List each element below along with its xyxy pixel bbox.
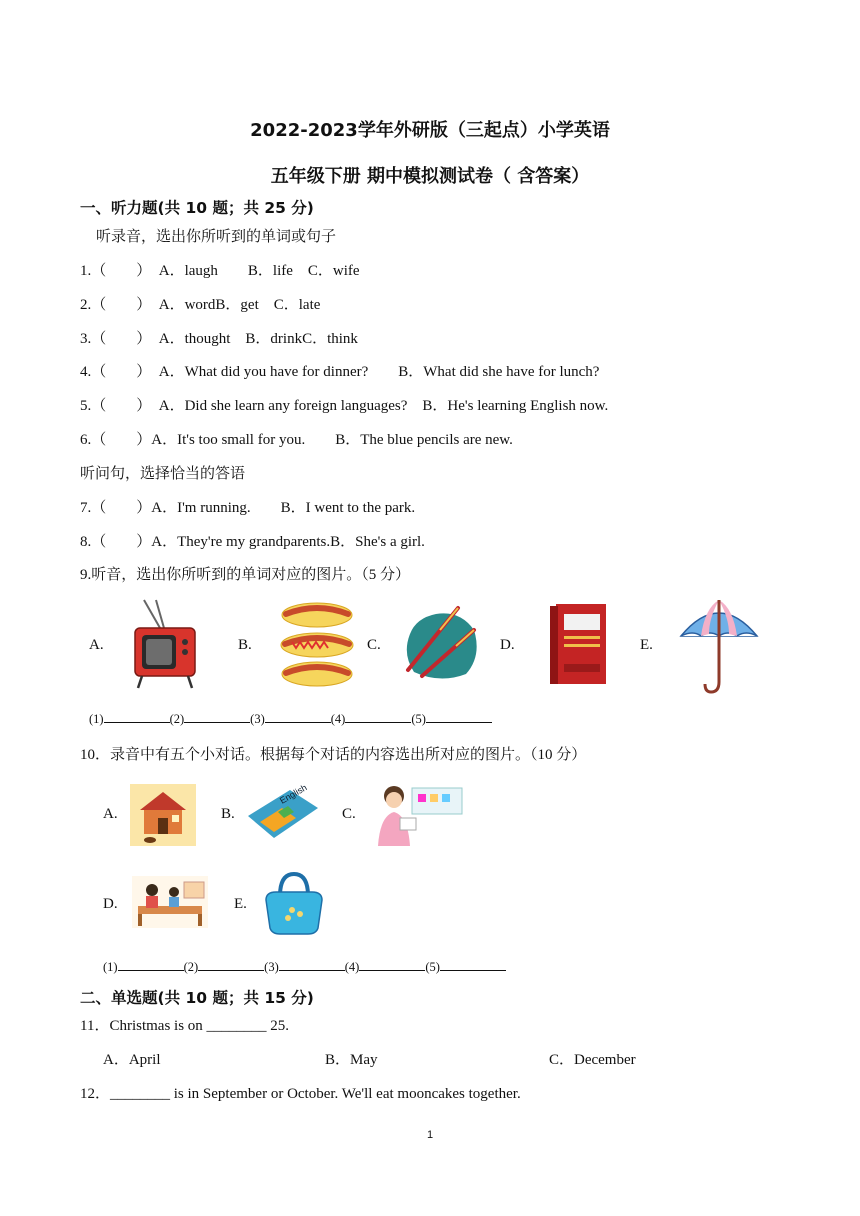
title-line-2: 五年级下册 期中模拟测试卷（ 含答案） (270, 166, 590, 187)
question-6: 6.（ ）A．It's too small for you. B．The blue pencils are new. (80, 432, 513, 448)
q10-blank-label-1: (1) (103, 960, 118, 974)
q10-blank-4[interactable] (359, 958, 425, 971)
page-number: 1 (426, 1129, 434, 1141)
instruction-listen: 听录音，选出你所听到的单词或句子 (96, 229, 337, 245)
q11-option-a: A．April (103, 1052, 161, 1068)
q9-label-e: E. (640, 637, 653, 653)
q9-blank-label-5: (5) (411, 712, 426, 726)
q9-blank-label-4: (4) (330, 712, 346, 726)
instruction-respond: 听问句，选择恰当的答语 (80, 466, 246, 482)
question-5: 5.（ ） A．Did she learn any foreign languages? B．He's learning English now. (80, 398, 609, 414)
q10-label-a: A. (103, 806, 118, 822)
question-11: 11．Christmas is on ________ 25. (80, 1018, 290, 1034)
q9-label-c: C. (367, 637, 381, 653)
umbrella-picture (679, 598, 759, 696)
q9-blank-1[interactable] (104, 710, 170, 723)
q9-label-a: A. (89, 637, 104, 653)
q10-label-e: E. (234, 896, 247, 912)
title-line-1: 2022-2023学年外研版（三起点）小学英语 (250, 120, 610, 141)
q10-label-d: D. (103, 896, 118, 912)
q9-blank-5[interactable] (426, 710, 492, 723)
q10-blank-label-5: (5) (425, 960, 440, 974)
q9-label-d: D. (500, 637, 515, 653)
handbag-picture (262, 870, 326, 936)
television-picture (132, 598, 198, 690)
chopsticks-picture (400, 604, 482, 682)
english-book-picture (244, 782, 322, 844)
q9-blank-label-3: (3) (250, 712, 265, 726)
question-4: 4.（ ） A．What did you have for dinner? B．What did she have for lunch? (80, 364, 600, 380)
question-2: 2.（ ） A．wordB．get C．late (80, 297, 321, 313)
question-1: 1.（ ） A．laugh B．life C．wife (80, 263, 360, 279)
q10-blank-2[interactable] (198, 958, 264, 971)
question-7: 7.（ ）A．I'm running. B．I went to the park. (80, 500, 416, 516)
q10-answer-blanks (103, 958, 506, 975)
q11-option-b: B．May (325, 1052, 378, 1068)
q11-option-c: C．December (549, 1052, 636, 1068)
section1-heading: 一、听力题(共 10 题；共 25 分) (80, 199, 314, 217)
q10-blank-label-2: (2) (183, 960, 199, 974)
hot-dogs-picture (278, 600, 356, 690)
q10-blank-label-4: (4) (344, 960, 360, 974)
q9-blank-2[interactable] (184, 710, 250, 723)
q10-blank-3[interactable] (279, 958, 345, 971)
q9-blank-label-1: (1) (89, 712, 104, 726)
q9-label-b: B. (238, 637, 252, 653)
q10-blank-label-3: (3) (264, 960, 279, 974)
question-9: 9.听音，选出你所听到的单词对应的图片。（5 分） (80, 567, 411, 583)
question-10: 10．录音中有五个小对话。根据每个对话的内容选出所对应的图片。（10 分） (80, 747, 587, 763)
q9-answer-blanks (89, 710, 492, 727)
question-12: 12．________ is in September or October. We'll eat mooncakes together. (80, 1086, 521, 1102)
question-8: 8.（ ）A．They're my grandparents.B．She's a girl. (80, 534, 425, 550)
question-3: 3.（ ） A．thought B．drinkC．think (80, 331, 358, 347)
q10-label-c: C. (342, 806, 356, 822)
q10-blank-1[interactable] (118, 958, 184, 971)
q9-blank-label-2: (2) (169, 712, 185, 726)
q10-label-b: B. (221, 806, 235, 822)
q9-blank-3[interactable] (265, 710, 331, 723)
family-picture (132, 876, 208, 928)
dictionary-picture (550, 602, 610, 686)
q9-blank-4[interactable] (345, 710, 411, 723)
house-picture (130, 784, 196, 846)
teacher-picture (372, 778, 464, 848)
section2-heading: 二、单选题(共 10 题；共 15 分) (80, 989, 314, 1007)
svg-text:English: English (278, 782, 309, 806)
q10-blank-5[interactable] (440, 958, 506, 971)
